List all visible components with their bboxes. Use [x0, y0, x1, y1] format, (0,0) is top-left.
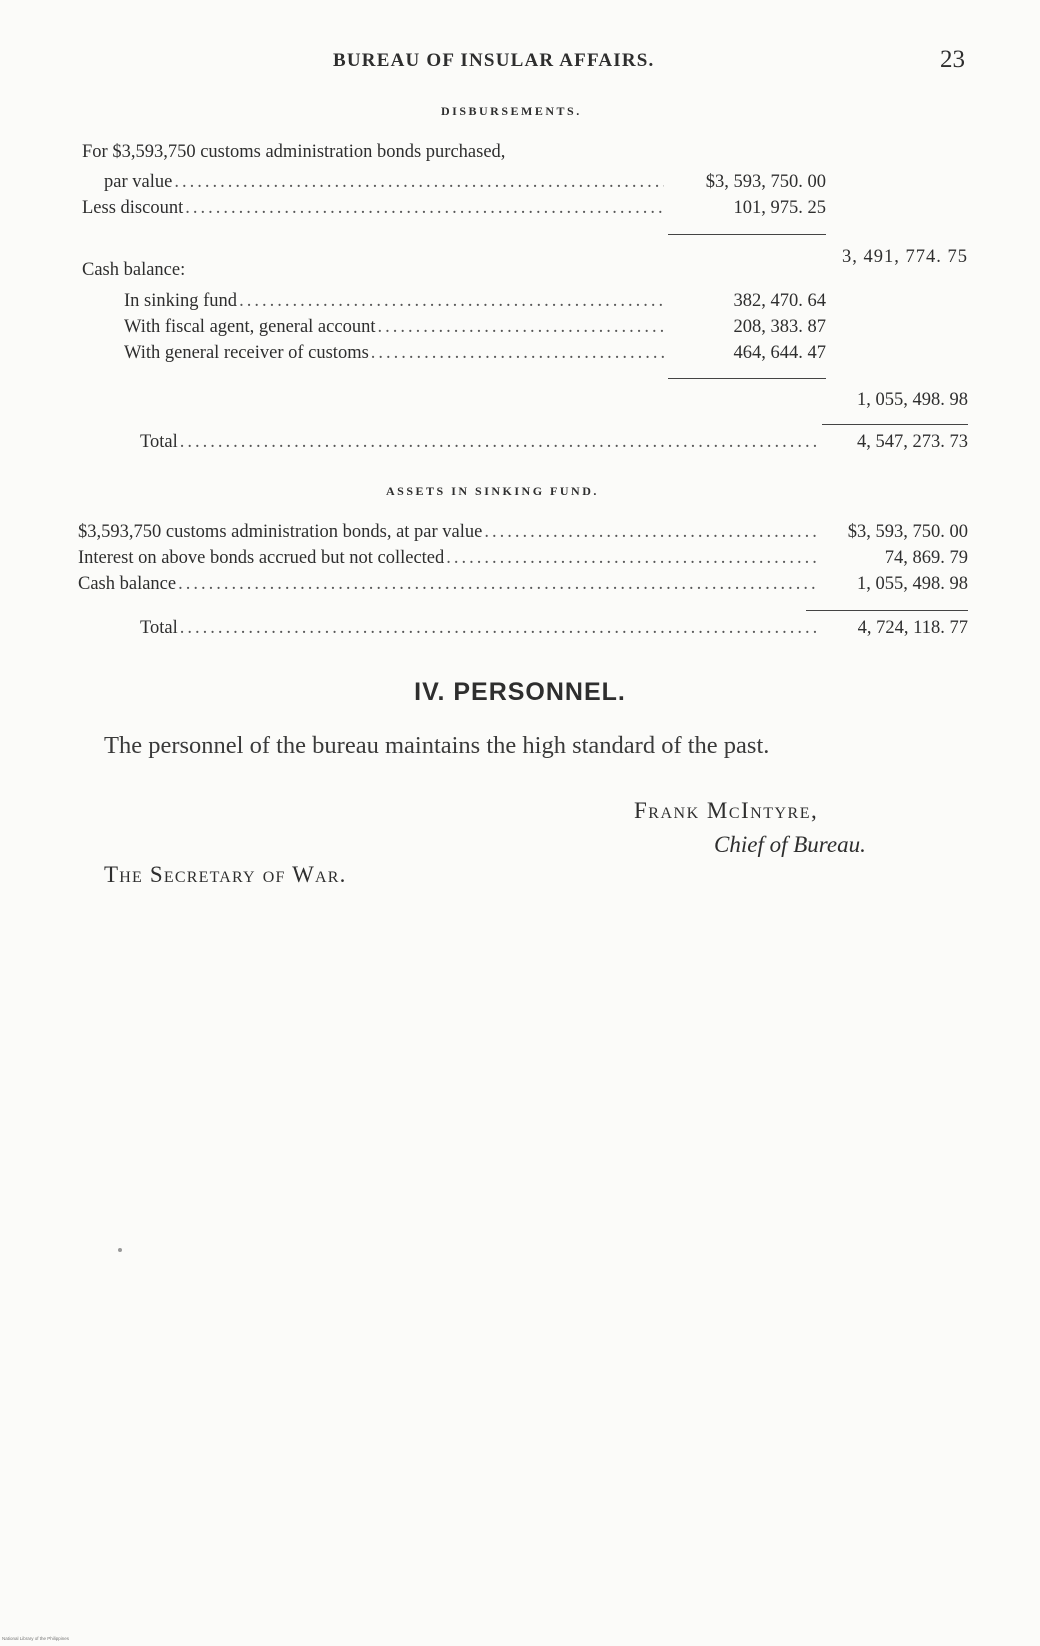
net-bonds-amount: 3, 491, 774. 75 [842, 247, 968, 267]
disbursements-total-amount: 4, 547, 273. 73 [857, 432, 968, 452]
par-value-amount: $3, 593, 750. 00 [705, 172, 826, 192]
par-value-row [104, 172, 664, 193]
assets-cash-label: Cash balance [78, 574, 177, 594]
interest-label: Interest on above bonds accrued but not collected [78, 548, 445, 568]
disbursements-heading: DISBURSEMENTS. [441, 104, 582, 118]
less-discount-amount: 101, 975. 25 [733, 198, 826, 218]
page-number: 23 [940, 46, 965, 73]
fiscal-agent-row [124, 317, 664, 338]
receiver-row [124, 343, 664, 364]
leader-dots [239, 291, 664, 312]
assets-cash-row [78, 574, 818, 595]
signature-title: Chief of Bureau. [714, 832, 866, 857]
sinking-fund-label: In sinking fund [124, 291, 238, 311]
par-value-label: par value [104, 172, 173, 192]
leader-dots [446, 548, 818, 569]
disbursements-total-row [140, 432, 820, 453]
less-discount-row [82, 198, 664, 219]
leader-dots [185, 198, 664, 219]
leader-dots [377, 317, 664, 338]
leader-dots [180, 432, 820, 453]
personnel-heading: IV. PERSONNEL. [414, 678, 626, 706]
cash-subtotal-rule [668, 378, 826, 379]
bonds-purchased-line: For $3,593,750 customs administration bonds purchased, [82, 142, 506, 162]
leader-dots [174, 172, 664, 193]
assets-total-row [140, 618, 820, 639]
subtotal-rule [668, 234, 826, 235]
assets-cash-amount: 1, 055, 498. 98 [857, 574, 968, 594]
signature-name: Frank McIntyre, [634, 798, 819, 823]
personnel-paragraph: The personnel of the bureau maintains the high standard of the past. [104, 732, 770, 759]
assets-total-rule [806, 610, 968, 611]
footer-note: National Library of the Philippines [2, 1636, 70, 1641]
total-label: Total [140, 432, 178, 452]
assets-bonds-amount: $3, 593, 750. 00 [847, 522, 968, 542]
assets-total-label: Total [140, 618, 178, 638]
assets-heading: ASSETS IN SINKING FUND. [386, 484, 599, 498]
addressee: The Secretary of War. [104, 862, 347, 887]
total-rule [822, 424, 968, 425]
leader-dots [484, 522, 818, 543]
assets-total-amount: 4, 724, 118. 77 [857, 618, 968, 638]
less-discount-label: Less discount [82, 198, 184, 218]
leader-dots [178, 574, 818, 595]
fiscal-agent-label: With fiscal agent, general account [124, 317, 376, 337]
cash-balance-total: 1, 055, 498. 98 [857, 390, 968, 410]
running-title: BUREAU OF INSULAR AFFAIRS. [333, 50, 655, 71]
ink-speck [118, 1248, 122, 1252]
leader-dots [371, 343, 664, 364]
receiver-label: With general receiver of customs [124, 343, 369, 363]
assets-bonds-row [78, 522, 818, 543]
leader-dots [180, 618, 820, 639]
sinking-fund-row [124, 291, 664, 312]
interest-row [78, 548, 818, 569]
cash-balance-label: Cash balance: [82, 260, 186, 280]
receiver-amount: 464, 644. 47 [733, 343, 826, 363]
fiscal-agent-amount: 208, 383. 87 [733, 317, 826, 337]
sinking-fund-amount: 382, 470. 64 [733, 291, 826, 311]
interest-amount: 74, 869. 79 [884, 548, 968, 568]
assets-bonds-label: $3,593,750 customs administration bonds, at par value [78, 522, 483, 542]
